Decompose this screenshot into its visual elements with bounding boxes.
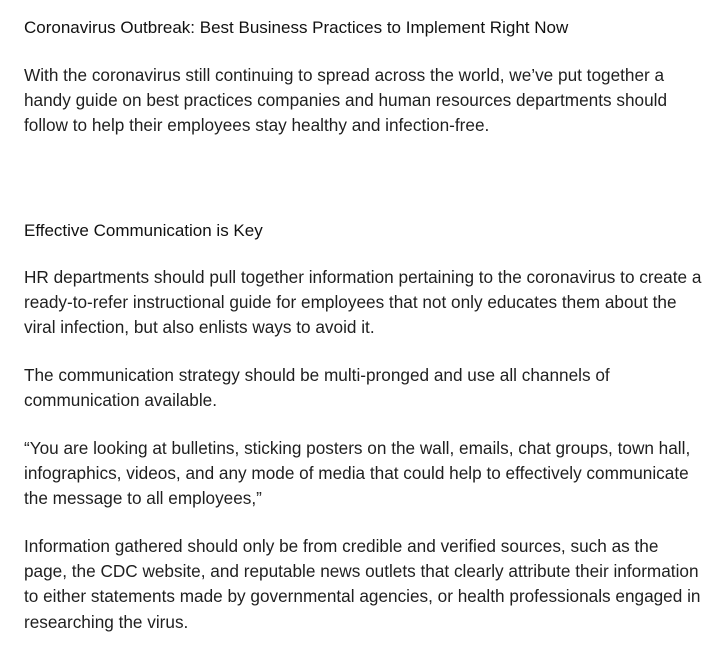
intro-paragraph: With the coronavirus still continuing to spread across the world, we’ve put together a handy guide on best practices companies and human resources departments should follow to help their employees stay healthy and infection-free. <box>24 65 668 136</box>
paragraph-hr-guide: HR departments should pull together information pertaining to the coronavirus to create a ready-to-refer instructional guide for employees that not only educates them about the viral infection, but also enlists ways to avoid it. <box>24 267 702 338</box>
paragraph-sources: Information gathered should only be from credible and verified sources, such as the page, the CDC website, and reputable news outlets that clearly attribute their information to either statements made by governmental agencies, or health professionals engaged in researching the virus. <box>24 536 701 632</box>
paragraph-communication-strategy: The communication strategy should be multi-pronged and use all channels of communication available. <box>24 365 610 411</box>
article-title: Coronavirus Outbreak: Best Business Practices to Implement Right Now <box>24 18 569 37</box>
paragraph-quote: “You are looking at bulletins, sticking posters on the wall, emails, chat groups, town hall, infographics, videos, and any mode of media that could help to effectively communicate the message to all employees,” <box>24 438 691 509</box>
section-heading: Effective Communication is Key <box>24 221 263 240</box>
